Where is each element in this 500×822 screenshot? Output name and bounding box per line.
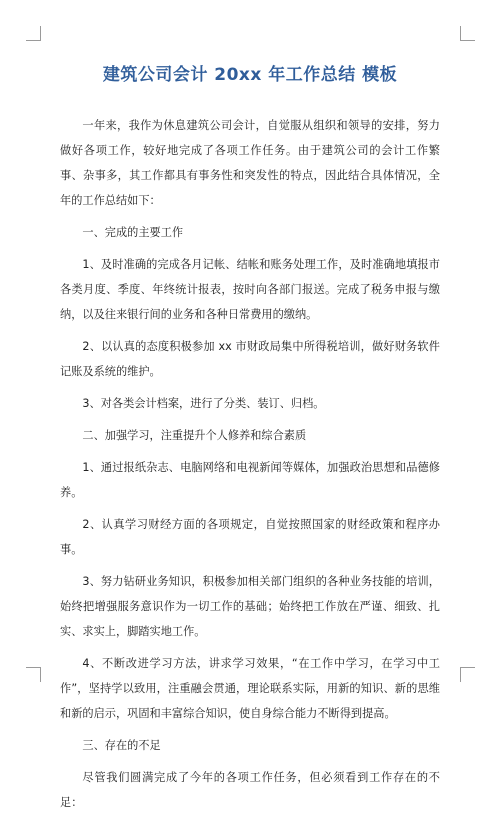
paragraph-3-intro: 尽管我们圆满完成了今年的各项工作任务，但必须看到工作存在的不足： [60, 771, 440, 809]
paragraph-2-1: 1、通过报纸杂志、电脑网络和电视新闻等媒体，加强政治思想和品德修养。 [60, 461, 440, 499]
paragraph-2-2: 2、认真学习财经方面的各项规定，自觉按照国家的财经政策和程序办事。 [60, 518, 440, 556]
paragraph-2-4: 4、不断改进学习方法，讲求学习效果，“在工作中学习，在学习中工作”，坚持学以致用，注重融会贯通，理论联系实际，用新的知识、新的思维和新的启示，巩固和丰富综合知识，使自身综合能力不断得到提高。 [60, 657, 440, 720]
crop-mark-top-left [26, 26, 41, 41]
paragraph-1-2: 2、以认真的态度积极参加 xx 市财政局集中所得税培训，做好财务软件记账及系统的维护。 [60, 340, 440, 378]
document-title: 建筑公司会计 20xx 年工作总结 模板 [102, 65, 398, 85]
crop-mark-bottom-left [26, 667, 41, 682]
crop-mark-bottom-right [460, 667, 475, 682]
intro-paragraph: 一年来，我作为休息建筑公司会计，自觉服从组织和领导的安排，努力做好各项工作，较好地完成了各项工作任务。由于建筑公司的会计工作繁事、杂事多，其工作都具有事务性和突发性的特点，因此结合具体情况，全年的工作总结如下： [60, 119, 440, 207]
paragraph-1-3: 3、对各类会计档案，进行了分类、装订、归档。 [82, 397, 325, 410]
crop-mark-top-right [460, 26, 475, 41]
paragraph-2-3: 3、努力钻研业务知识，积极参加相关部门组织的各种业务技能的培训，始终把增强服务意识作为一切工作的基础；始终把工作放在严谨、细致、扎实、求实上，脚踏实地工作。 [60, 575, 440, 638]
section-heading-3: 三、存在的不足 [82, 739, 161, 752]
section-heading-2: 二、加强学习，注重提升个人修养和综合素质 [82, 429, 307, 442]
section-heading-1: 一、完成的主要工作 [82, 226, 184, 239]
paragraph-1-1: 1、及时准确的完成各月记帐、结帐和账务处理工作，及时准确地填报市各类月度、季度、年终统计报表，按时向各部门报送。完成了税务申报与缴纳，以及往来银行间的业务和各种日常费用的缴纳。 [60, 258, 440, 321]
document-body [60, 113, 440, 822]
